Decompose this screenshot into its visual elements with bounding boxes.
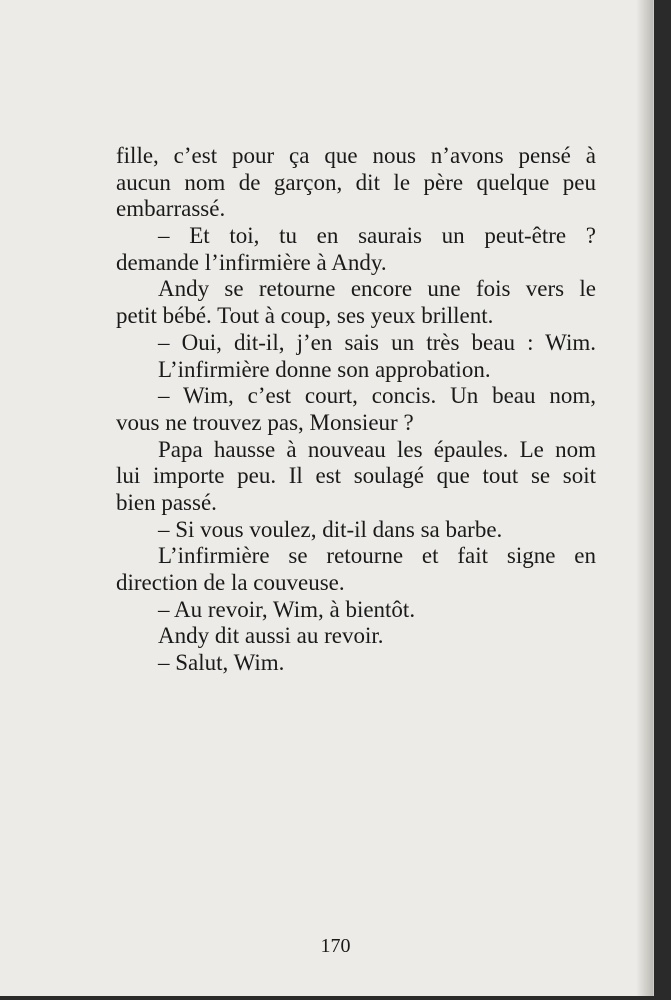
text-line: – Au revoir, Wim, à bientôt. xyxy=(158,596,416,622)
text-line: demande l’infirmière à Andy. xyxy=(116,249,387,275)
text-line: fille, c’est pour ça que nous n’avons pensé à xyxy=(116,143,596,168)
text-line: L’infirmière se retourne et fait signe en xyxy=(158,543,596,569)
text-line: – Wim, c’est court, concis. Un beau nom, xyxy=(158,383,596,409)
page-edge-shadow xyxy=(636,0,653,996)
text-line: Papa hausse à nouveau les épaules. Le nom xyxy=(158,436,596,462)
text-line: lui importe peu. Il est soulagé que tout se soit xyxy=(116,463,596,489)
body-text xyxy=(116,143,596,677)
text-line: – Si vous voulez, dit-il dans sa barbe. xyxy=(158,516,503,542)
text-line: – Salut, Wim. xyxy=(158,650,285,676)
page-number: 170 xyxy=(320,935,351,957)
text-line: Andy dit aussi au revoir. xyxy=(158,623,384,649)
text-line: petit bébé. Tout à coup, ses yeux brillent. xyxy=(116,303,494,329)
text-line: direction de la couveuse. xyxy=(116,570,345,595)
text-line: embarrassé. xyxy=(116,196,226,222)
text-line: bien passé. xyxy=(116,489,217,515)
text-line: vous ne trouvez pas, Monsieur ? xyxy=(116,409,414,435)
text-line: Andy se retourne encore une fois vers le xyxy=(158,276,596,302)
text-line: aucun nom de garçon, dit le père quelque peu xyxy=(116,169,596,195)
text-line: – Et toi, tu en saurais un peut-être ? xyxy=(158,223,596,249)
text-line: – Oui, dit-il, j’en sais un très beau : Wim. xyxy=(158,329,596,355)
text-line: L’infirmière donne son approbation. xyxy=(158,356,491,382)
